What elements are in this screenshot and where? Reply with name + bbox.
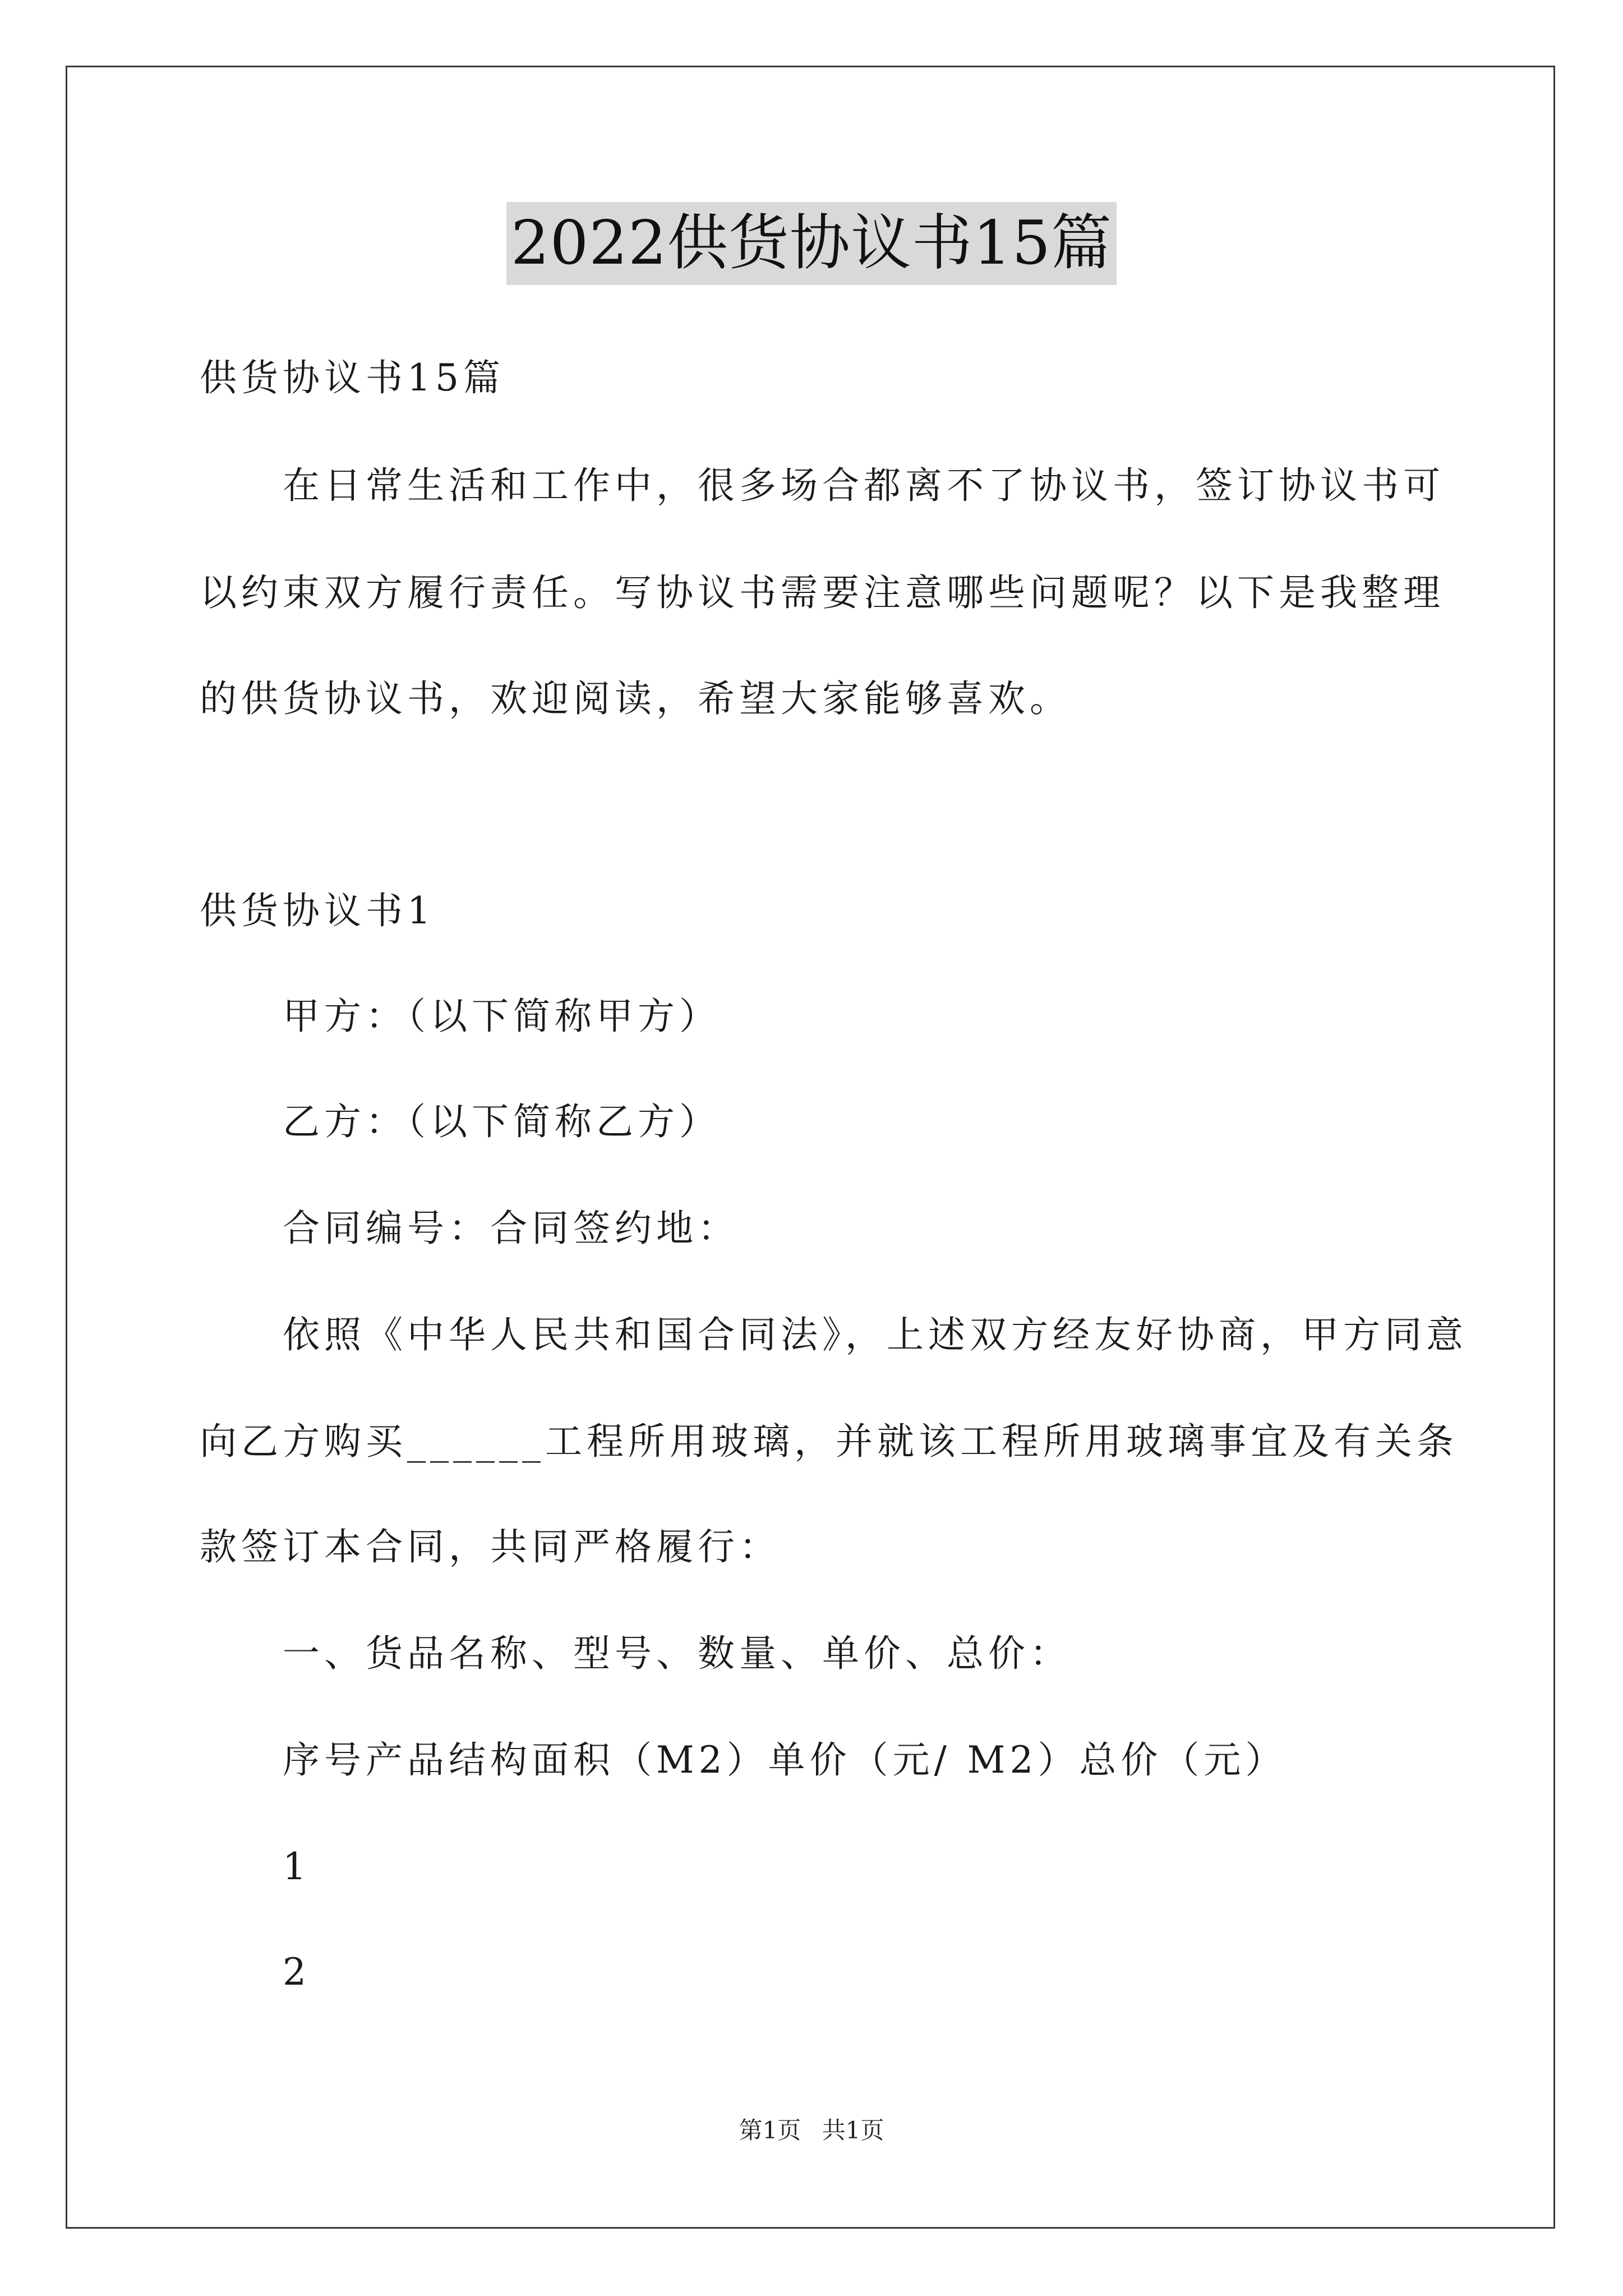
table-row: 1 xyxy=(283,1845,311,1888)
intro-line-3: 的供货协议书，欢迎阅读，希望大家能够喜欢。 xyxy=(200,677,1071,720)
intro-line-1: 在日常生活和工作中，很多场合都离不了协议书，签订协议书可 xyxy=(283,464,1445,507)
document-title: 2022供货协议书15篇 xyxy=(506,202,1117,285)
page-footer xyxy=(0,2115,1623,2146)
body-line-1: 依照《中华人民共和国合同法》，上述双方经友好协商，甲方同意 xyxy=(283,1313,1468,1356)
table-row: 2 xyxy=(283,1950,311,1994)
body-line-2: 向乙方购买______工程所用玻璃，并就该工程所用玻璃事宜及有关条 xyxy=(200,1420,1458,1463)
party-b: 乙方：（以下简称乙方） xyxy=(283,1100,721,1143)
contract-info: 合同编号：合同签约地： xyxy=(283,1207,739,1250)
intro-line-2: 以约束双方履行责任。写协议书需要注意哪些问题呢？以下是我整理 xyxy=(200,571,1445,614)
title-container xyxy=(0,202,1623,285)
clause-1: 一、货品名称、型号、数量、单价、总价： xyxy=(283,1632,1071,1675)
party-a: 甲方：（以下简称甲方） xyxy=(283,995,721,1038)
footer-page-total: 共1页 xyxy=(822,2116,884,2144)
section-heading: 供货协议书1 xyxy=(200,889,435,932)
document-subtitle: 供货协议书15篇 xyxy=(200,356,505,399)
footer-page-number: 第1页 xyxy=(739,2116,801,2144)
table-header: 序号产品结构面积（M2）单价（元/ M2）总价（元） xyxy=(283,1738,1287,1782)
body-line-3: 款签订本合同，共同严格履行： xyxy=(200,1525,781,1568)
